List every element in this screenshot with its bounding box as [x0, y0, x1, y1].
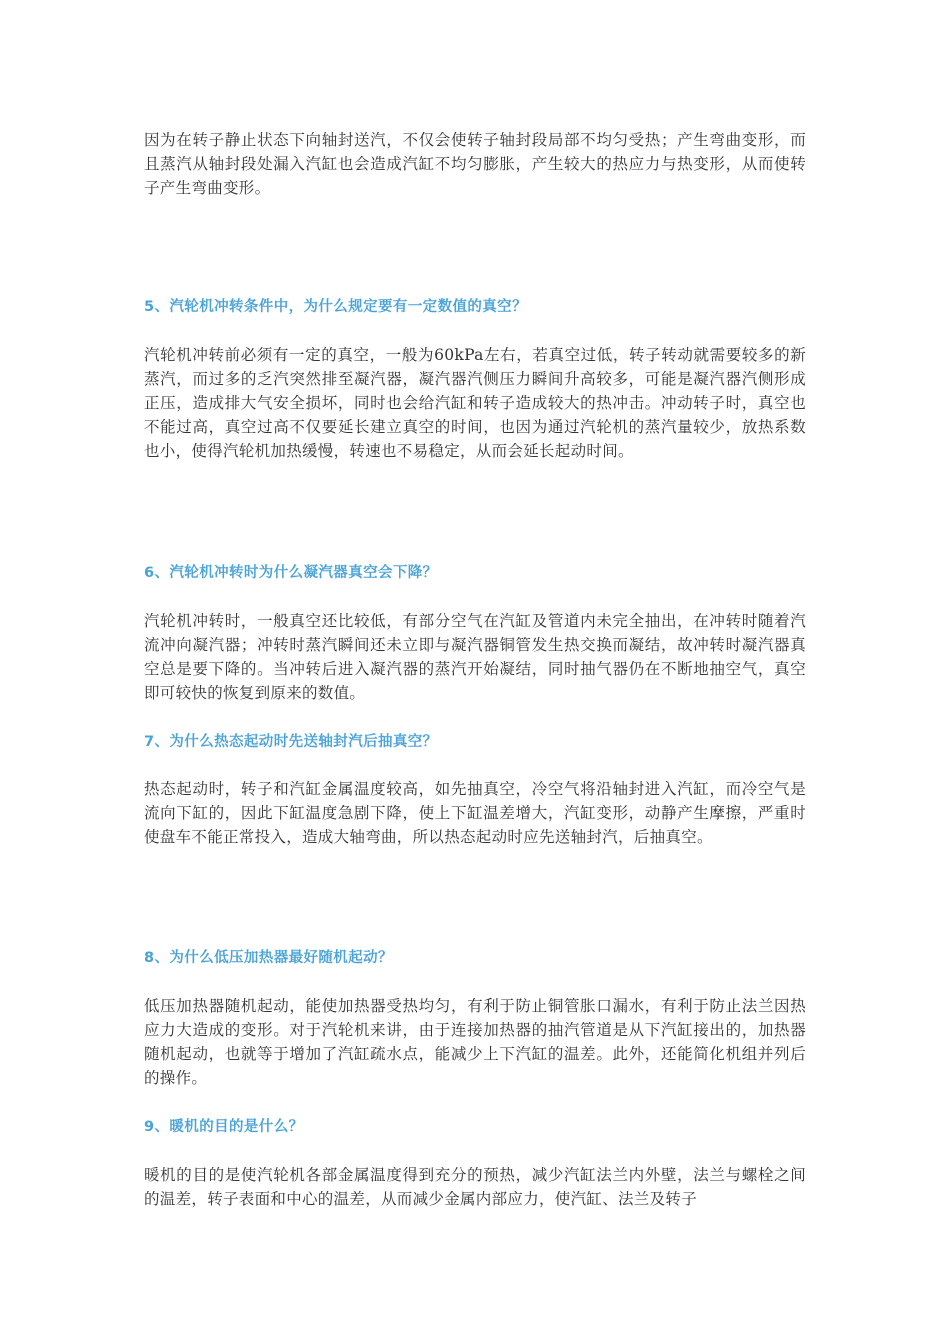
- paragraph-q6: 汽轮机冲转时，一般真空还比较低，有部分空气在汽缸及管道内未完全抽出，在冲转时随着汽流冲向凝汽器；冲转时蒸汽瞬间还未立即与凝汽器铜管发生热交换而凝结，故冲转时凝汽器真空总是要下降的。当冲转后进入凝汽器的蒸汽开始凝结，同时抽气器仍在不断地抽空气，真空即可较快的恢复到原来的数值。: [144, 612, 806, 702]
- heading-q7: 7、为什么热态起动时先送轴封汽后抽真空？: [144, 734, 438, 750]
- paragraph-q9: 暖机的目的是使汽轮机各部金属温度得到充分的预热，减少汽缸法兰内外壁，法兰与螺栓之间的温差，转子表面和中心的温差，从而减少金属内部应力，使汽缸、法兰及转子: [144, 1166, 806, 1208]
- paragraph-q5: 汽轮机冲转前必须有一定的真空，一般为60kPa左右，若真空过低，转子转动就需要较多的新蒸汽，而过多的乏汽突然排至凝汽器，凝汽器汽侧压力瞬间升高较多，可能是凝汽器汽侧形成正压，造成排大气安全损坏，同时也会给汽缸和转子造成较大的热冲击。冲动转子时，真空也不能过高，真空过高不仅要延长建立真空的时间，也因为通过汽轮机的蒸汽量较少，放热系数也小，使得汽轮机加热缓慢，转速也不易稳定，从而会延长起动时间。: [144, 346, 806, 460]
- section-8-body: [144, 994, 806, 1090]
- heading-q9: 9、暖机的目的是什么？: [144, 1119, 304, 1135]
- section-5-body: [144, 343, 806, 463]
- section-7-body: [144, 777, 806, 849]
- section-5: [144, 297, 806, 317]
- section-6: [144, 563, 806, 583]
- section-9: [144, 1117, 806, 1137]
- section-6-body: [144, 609, 806, 705]
- paragraph-q7: 热态起动时，转子和汽缸金属温度较高，如先抽真空，冷空气将沿轴封进入汽缸，而冷空气是流向下缸的，因此下缸温度急剧下降，使上下缸温差增大，汽缸变形，动静产生摩擦，严重时使盘车不能正常投入，造成大轴弯曲，所以热态起动时应先送轴封汽，后抽真空。: [144, 780, 806, 846]
- section-7: [144, 732, 806, 752]
- paragraph-rotor-bending: 因为在转子静止状态下向轴封送汽，不仅会使转子轴封段局部不均匀受热；产生弯曲变形，而且蒸汽从轴封段处漏入汽缸也会造成汽缸不均匀膨胀，产生较大的热应力与热变形，从而使转子产生弯曲变形。: [144, 131, 806, 197]
- section-intro: [144, 128, 806, 200]
- heading-q8: 8、为什么低压加热器最好随机起动？: [144, 950, 393, 966]
- section-9-body: [144, 1163, 806, 1211]
- paragraph-q8: 低压加热器随机起动，能使加热器受热均匀，有利于防止铜管胀口漏水，有利于防止法兰因热应力大造成的变形。对于汽轮机来讲，由于连接加热器的抽汽管道是从下汽缸接出的，加热器随机起动，也就等于增加了汽缸疏水点，能减少上下汽缸的温差。此外，还能简化机组并列后的操作。: [144, 997, 806, 1087]
- heading-q5: 5、汽轮机冲转条件中，为什么规定要有一定数值的真空？: [144, 299, 527, 315]
- heading-q6: 6、汽轮机冲转时为什么凝汽器真空会下降？: [144, 565, 438, 581]
- section-8: [144, 948, 806, 968]
